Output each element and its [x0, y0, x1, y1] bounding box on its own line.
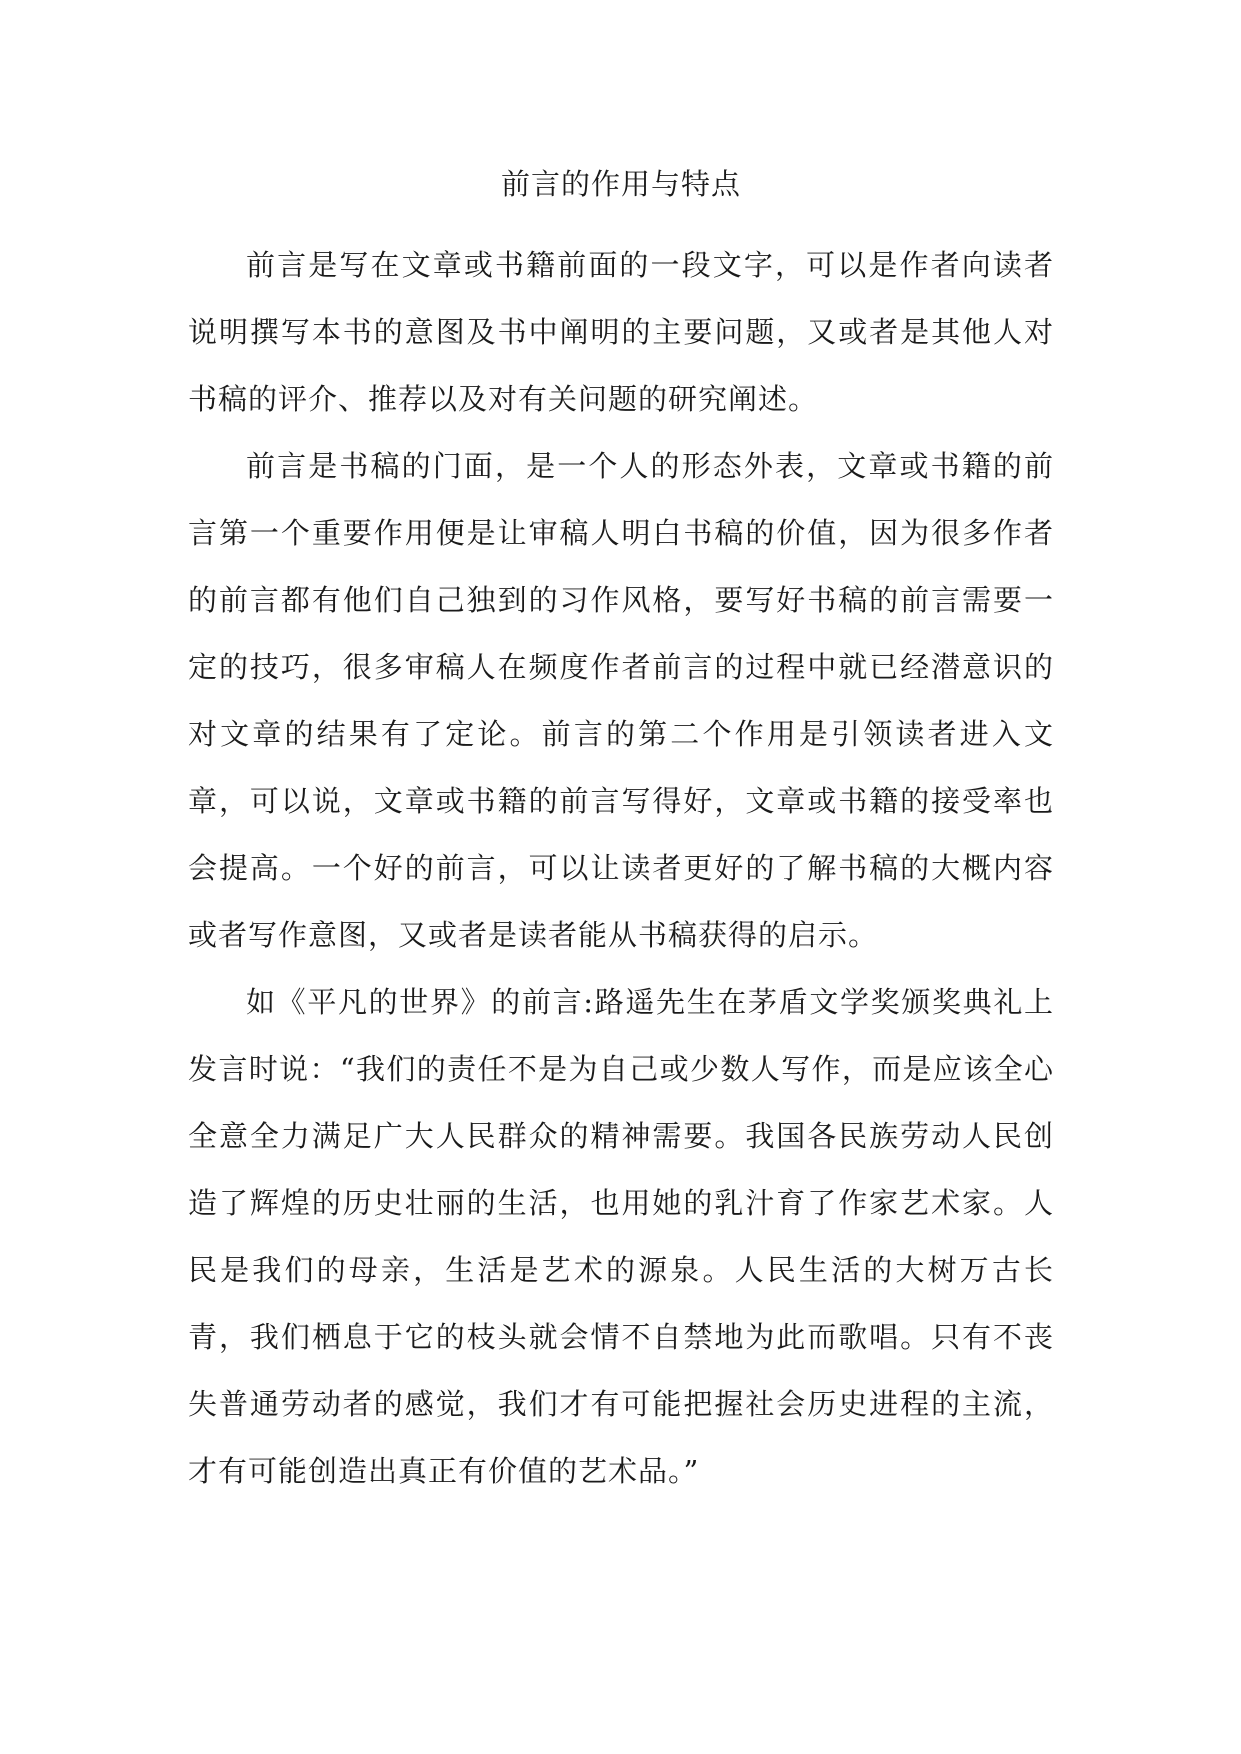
paragraph-3: 如《平凡的世界》的前言:路遥先生在茅盾文学奖颁奖典礼上发言时说：“我们的责任不是为自己或少数人写作，而是应该全心全意全力满足广大人民群众的精神需要。我国各民族劳动人民创造了辉煌的历史壮丽的生活，也用她的乳汁育了作家艺术家。人民是我们的母亲，生活是艺术的源泉。人民生活的大树万古长青，我们栖息于它的枝头就会情不自禁地为此而歌唱。只有不丧失普通劳动者的感觉，我们才有可能把握社会历史进程的主流，才有可能创造出真正有价值的艺术品。” — [188, 985, 1054, 1488]
paragraph-1: 前言是写在文章或书籍前面的一段文字，可以是作者向读者说明撰写本书的意图及书中阐明的主要问题，又或者是其他人对书稿的评介、推荐以及对有关问题的研究阐述。 — [188, 248, 1054, 416]
paragraph-2: 前言是书稿的门面，是一个人的形态外表，文章或书籍的前言第一个重要作用便是让审稿人明白书稿的价值，因为很多作者的前言都有他们自己独到的习作风格，要写好书稿的前言需要一定的技巧，很多审稿人在频度作者前言的过程中就已经潜意识的对文章的结果有了定论。前言的第二个作用是引领读者进入文章，可以说，文章或书籍的前言写得好，文章或书籍的接受率也会提高。一个好的前言，可以让读者更好的了解书稿的大概内容或者写作意图，又或者是读者能从书稿获得的启示。 — [188, 449, 1054, 952]
document-title: 前言的作用与特点 — [500, 167, 741, 201]
document-body — [188, 160, 1054, 1505]
